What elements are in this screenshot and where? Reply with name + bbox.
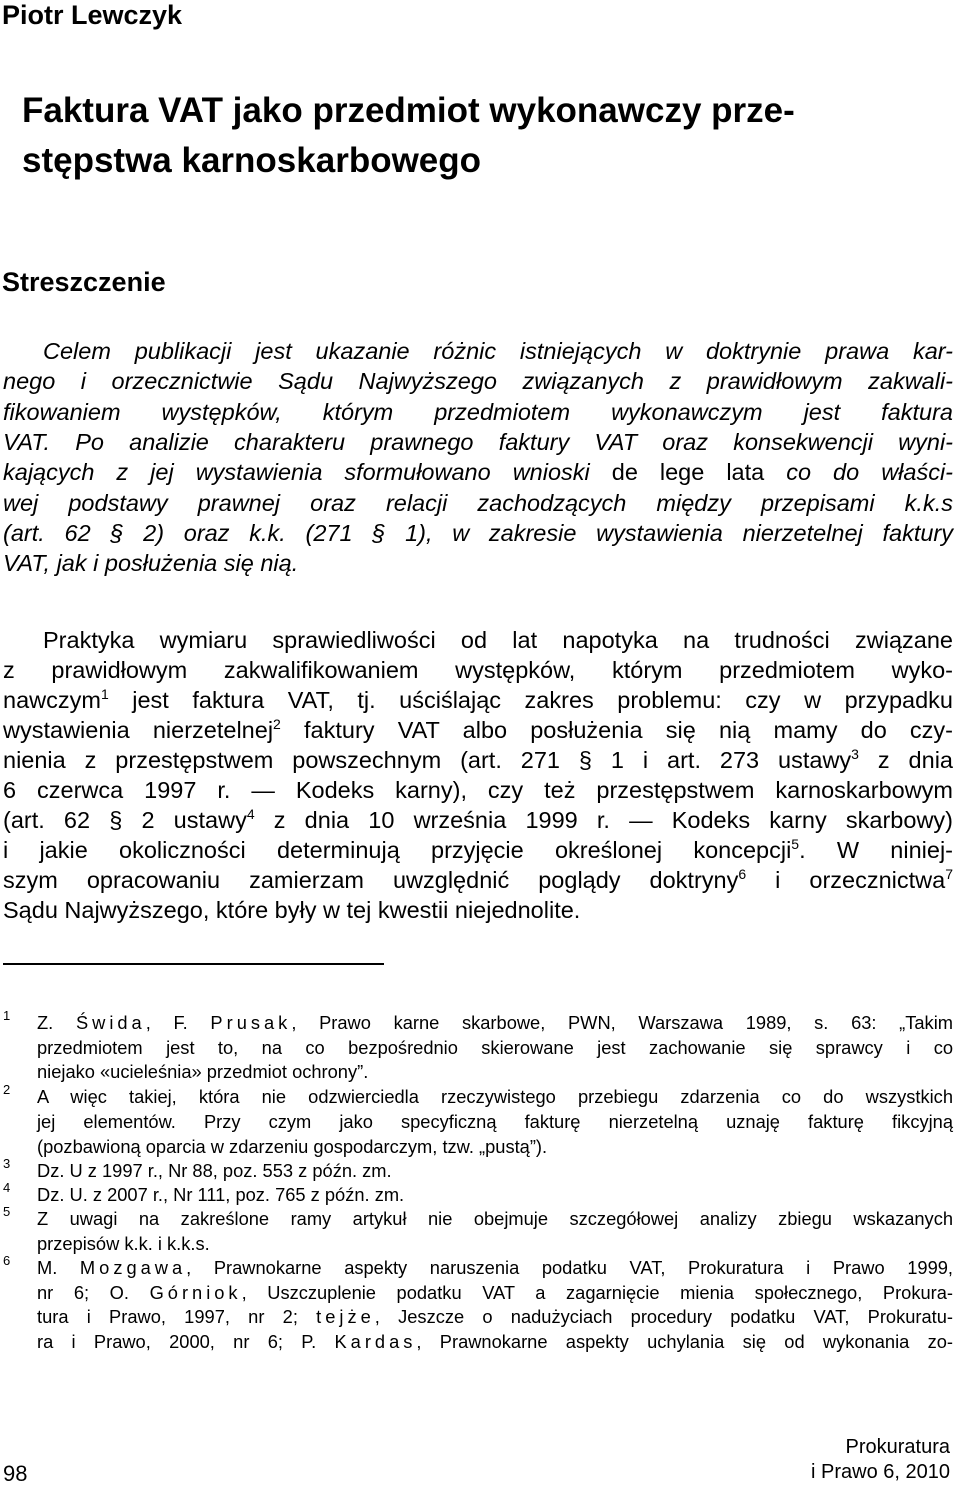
text-run: Z uwagi na zakreślone ramy artykuł nie obejmuje szczegółowej analizy zbiegu wskazanych	[37, 1208, 953, 1229]
text-run: , Prawnokarne aspekty naruszenia podatku VAT, Prokuratura i Prawo 1999,	[186, 1257, 953, 1278]
text-run: jest faktura VAT, tj. uściślając zakres problemu: czy w przypadku	[108, 687, 953, 713]
text-run: , Prawo karne skarbowe, PWN, Warszawa 1989, s. 63: „Takim	[291, 1012, 953, 1033]
text-run: . W niniej-	[799, 837, 953, 863]
body-line	[43, 625, 953, 655]
title-line-2: stępstwa karnoskarbowego	[22, 141, 482, 180]
text-run: faktury VAT albo posłużenia się nią mamy do czy-	[280, 717, 954, 743]
cited-author: Kardas	[334, 1331, 417, 1352]
text-run: jej elementów. Przy czym jako specyficzną fakturę nierzetelną uznaję fakturę fikcyjną	[37, 1111, 953, 1132]
author-name: Piotr Lewczyk	[2, 0, 183, 30]
footnote-number: 5	[3, 1204, 11, 1219]
text-run: kających z jej wystawienia sformułowano wnioski	[3, 459, 590, 486]
body-line	[3, 865, 953, 895]
footnote-line	[37, 1085, 953, 1109]
body-line	[3, 655, 953, 685]
text-run: i jakie okoliczności determinują przyjęcie określonej koncepcji	[3, 837, 792, 863]
text-run: , Uszczuplenie podatku VAT a zagarnięcie mienia społecznego, Prokura-	[241, 1282, 953, 1303]
text-run: , Jeszcze o nadużyciach procedury podatku VAT, Prokuratu-	[374, 1306, 953, 1327]
text-run: tura i Prawo, 1997, nr 2;	[37, 1306, 317, 1327]
body-line	[3, 835, 953, 865]
text-run: VAT, jak i posłużenia się nią.	[3, 550, 299, 577]
text-run: wystawienia nierzetelnej	[3, 717, 274, 743]
body-line	[3, 775, 953, 805]
footnote-ref: 7	[945, 866, 953, 882]
text-run: i orzecznictwa	[746, 867, 946, 893]
text-run: nego i orzecznictwie Sądu Najwyższego związanych z prawidłowym zakwali-	[3, 368, 953, 395]
text-run: Z.	[37, 1012, 76, 1033]
cited-author: Górniok	[149, 1282, 242, 1303]
cited-author: Mozgawa	[79, 1257, 187, 1278]
text-run: szym opracowaniu zamierzam uwzględnić poglądy doktryny	[3, 867, 739, 893]
text-run: Dz. U z 1997 r., Nr 88, poz. 553 z późn. zm.	[37, 1160, 392, 1181]
text-run: z prawidłowym zakwalifikowaniem występków, którym przedmiotem wyko-	[3, 657, 953, 683]
abstract-line	[3, 457, 953, 487]
footnote-divider	[3, 963, 384, 965]
footnote-line	[37, 1110, 953, 1134]
text-run: nawczym	[3, 687, 101, 713]
text-run: , Prawnokarne aspekty uchylania się od wykonania zo-	[416, 1331, 953, 1352]
footnote-ref: 2	[273, 716, 281, 732]
text-run: co do właści-	[786, 459, 954, 486]
footnote-line	[37, 1159, 953, 1183]
text-run: A więc takiej, która nie odzwierciedla rzeczywistego przebiegu zdarzenia co do wszystkich	[37, 1086, 953, 1107]
footnote-line	[37, 1256, 953, 1280]
footnote-line	[37, 1036, 953, 1060]
text-run: VAT. Po analizie charakteru prawnego faktury VAT oraz konsekwencji wyni-	[3, 428, 953, 455]
footnote-ref: 4	[246, 806, 255, 822]
footnote-ref: 3	[851, 746, 859, 762]
body-line	[3, 745, 953, 775]
footnote-line	[37, 1135, 953, 1159]
text-run: , F.	[145, 1012, 211, 1033]
journal-name: Prokuratura	[845, 1436, 950, 1458]
title-line-1: Faktura VAT jako przedmiot wykonawczy prze-	[22, 91, 795, 130]
latin-phrase: de lege lata	[589, 459, 787, 486]
abstract-heading: Streszczenie	[2, 267, 166, 297]
text-run: ra i Prawo, 2000, nr 6; P.	[37, 1331, 335, 1352]
abstract-line	[3, 427, 953, 457]
footnote-line	[37, 1207, 953, 1231]
journal-info	[811, 1435, 950, 1485]
abstract-line	[3, 397, 953, 427]
abstract-line	[3, 548, 953, 578]
text-run: (pozbawioną oparcia w zdarzeniu gospodarczym, tzw. „pustą”).	[37, 1136, 548, 1157]
text-run: wej podstawy prawnej oraz relacji zachodzących między przepisami k.k.s	[3, 489, 953, 516]
footnote-line	[37, 1330, 953, 1354]
footnote-number: 1	[3, 1008, 11, 1023]
abstract-line	[3, 488, 953, 518]
text-run: niejako «ucieleśnia» przedmiot ochrony”.	[37, 1061, 369, 1082]
footnote-ref: 1	[100, 686, 109, 702]
abstract-line	[43, 336, 953, 366]
text-run: przedmiotem jest to, na co bezpośrednio skierowane jest zachowanie się sprawcy i co	[37, 1037, 953, 1058]
footnote-ref: 5	[791, 836, 800, 852]
cited-author: Prusak	[210, 1012, 292, 1033]
footnote-line	[37, 1232, 953, 1256]
abstract-line	[3, 518, 953, 548]
abstract-line	[3, 366, 953, 396]
page-number: 98	[3, 1461, 28, 1486]
text-run: nr 6; O.	[37, 1282, 150, 1303]
text-run: Sądu Najwyższego, które były w tej kwestii niejednolite.	[3, 897, 581, 923]
journal-issue: i Prawo 6, 2010	[811, 1461, 950, 1483]
footnote-number: 6	[3, 1253, 11, 1268]
text-run: Celem publikacji jest ukazanie różnic istniejących w doktrynie prawa kar-	[43, 338, 953, 364]
body-line	[3, 715, 953, 745]
footnote-number: 3	[3, 1156, 11, 1171]
cited-author: Świda	[75, 1012, 146, 1033]
footnote-line	[37, 1011, 953, 1035]
text-run: nienia z przestępstwem powszechnym (art. 271 § 1 i art. 273 ustawy	[3, 747, 852, 773]
text-run: (art. 62 § 2 ustawy	[3, 807, 247, 833]
footnote-line	[37, 1305, 953, 1329]
article-title	[22, 86, 952, 186]
body-line	[3, 685, 953, 715]
text-run: M.	[37, 1257, 80, 1278]
text-run: Dz. U. z 2007 r., Nr 111, poz. 765 z późn. zm.	[37, 1184, 405, 1205]
text-run: (art. 62 § 2) oraz k.k. (271 § 1), w zakresie wystawienia nierzetelnej faktury	[3, 519, 953, 546]
text-run: przepisów k.k. i k.k.s.	[37, 1233, 210, 1254]
body-line	[3, 895, 953, 925]
footnote-line	[37, 1060, 953, 1084]
body-line	[3, 805, 953, 835]
cited-author: tejże	[316, 1306, 375, 1327]
text-run: z dnia 10 września 1999 r. — Kodeks karny skarbowy)	[254, 807, 953, 833]
footnote-number: 4	[3, 1180, 11, 1195]
text-run: 6 czerwca 1997 r. — Kodeks karny), czy też przestępstwem karnoskarbowym	[3, 777, 953, 803]
footnote-number: 2	[3, 1082, 11, 1097]
text-run: z dnia	[858, 747, 953, 773]
footnote-ref: 6	[738, 866, 747, 882]
footnote-line	[37, 1281, 953, 1305]
text-run: Praktyka wymiaru sprawiedliwości od lat napotyka na trudności związane	[43, 627, 953, 653]
text-run: fikowaniem występków, którym przedmiotem wykonawczym jest faktura	[3, 398, 953, 425]
footnote-line	[37, 1183, 953, 1207]
